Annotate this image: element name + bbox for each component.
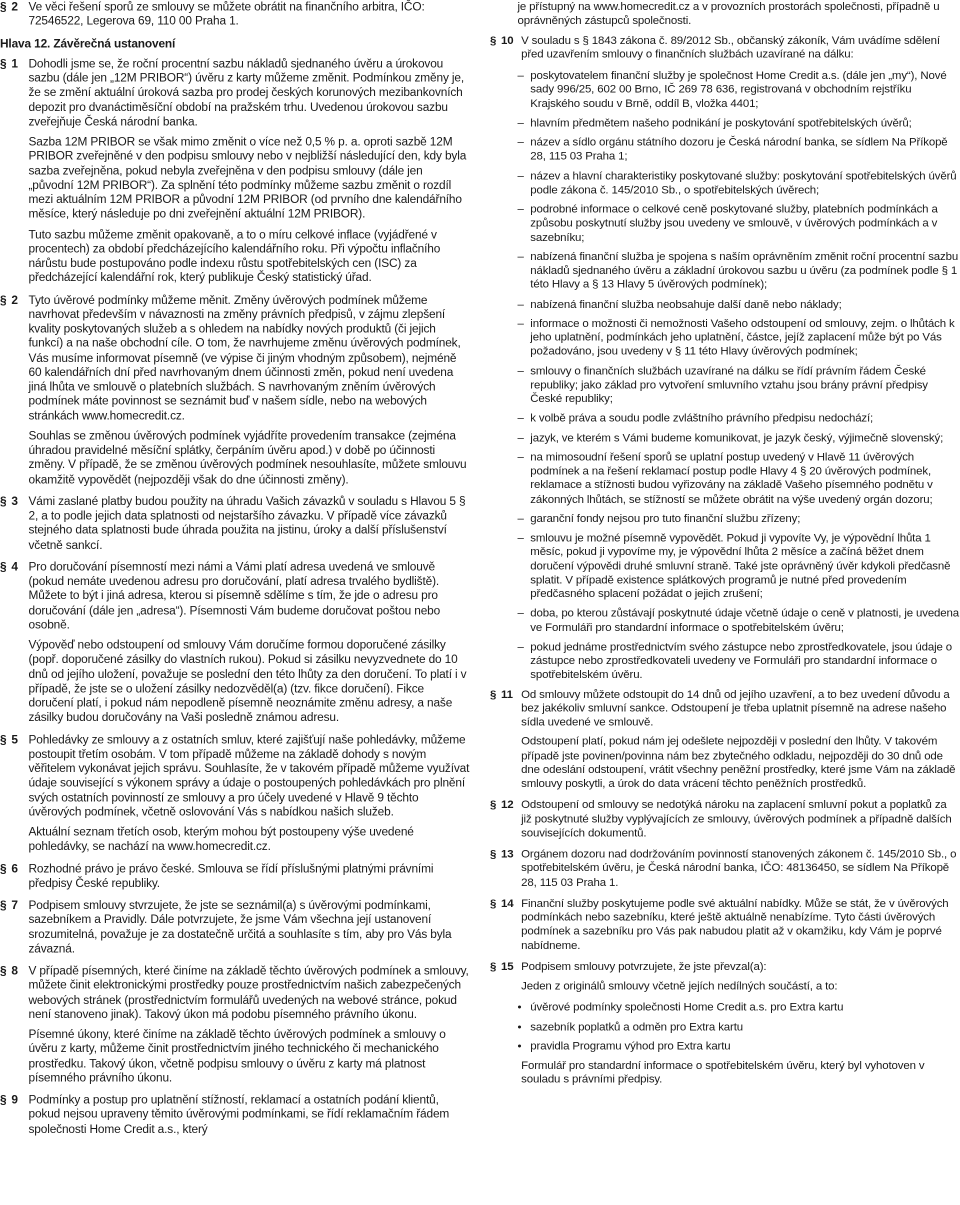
list-item: – název a hlavní charakteristiky poskytované služby: poskytování spotřebitelských úvěrů podle zákona č. 145/2010 Sb., o spotřebitelských úvěrech; (490, 169, 960, 197)
clause-2 (0, 293, 470, 487)
clause-7 (0, 898, 470, 956)
list-item: – informace o možnosti či nemožnosti Vašeho odstoupení od smlouvy, zejm. o lhůtách k jeho uplatnění, podmínkách jeho uplatnění, částce, jejíž zaplacení může být po Vás požadováno, jsou uvedeny v § 11 této Hlavy úvěrových podmínek; (490, 317, 960, 359)
section-mark: § (0, 0, 7, 14)
clause-paragraph: Dohodli jsme se, že roční procentní sazbu nákladů sjednaného úvěru a úrokovou sazbu (dále jen „12M PRIBOR“) úvěru z karty můžeme změnit. Podmínkou změny je, že se změní aktuální úroková sazba pro prodej českých korunových mezibankovních depozit pro dvanáctiměsíční období na pražském trhu. Uvedenou úrokovou sazbu zveřejňuje Česká národní banka. (28, 56, 465, 128)
section-mark: § (0, 898, 7, 912)
clause-number: 12 (500, 798, 514, 811)
list-item: – smlouvu je možné písemně vypovědět. Pokud ji vypovíte Vy, je výpovědní lhůta 1 měsíc, pokud ji vypovíme my, je výpovědní lhůta 2 měsíce a začíná běžet dnem doručení výpovědi druhé smluvní straně. Také jste oprávněný úvěr kdykoli předčasně splatit. V případě existence splátkových programů je nutné před provedením předčasného splacení požádat o jejich zrušení; (490, 531, 960, 601)
clause-paragraph: Odstoupení platí, pokud nám jej odešlete nejpozději v poslední den lhůty. V takovém případě jste povinen/povinna nám bez zbytečného odkladu, nejpozději do 30 dnů ode dne odeslání odstoupení, vrátit všechny peněžní prostředky, které jsme Vám na základě smlouvy poskytli, a úrok do data vrácení těchto peněžních prostředků. (521, 734, 956, 790)
clause-number: 14 (500, 896, 514, 910)
clause-9 (0, 1093, 470, 1136)
section-mark: § (0, 56, 7, 71)
clause-paragraph: Orgánem dozoru nad dodržováním povinností stanovených zákonem č. 145/2010 Sb., o spotřebitelském úvěru, je Česká národní banka, IČO: 48136450, se sídlem Na Příkopě 28, 115 03 Praha 1. (521, 847, 957, 889)
clause-lead: V souladu s § 1843 zákona č. 89/2012 Sb., občanský zákoník, Vám uvádíme sdělení před uzavřením smlouvy o finančních službách uzavírané na dálku: (521, 33, 940, 61)
clause-number: 1 (11, 56, 18, 71)
left-clauses (0, 57, 470, 1137)
clause-4 (0, 560, 470, 725)
distance-contract-info-list (490, 69, 960, 682)
clause-text: Ve věci řešení sporů ze smlouvy se můžete obrátit na finančního arbitra, IČO: 72546522, Legerova 69, 110 00 Praha 1. (28, 0, 425, 28)
clause-10 (490, 33, 960, 61)
clause-paragraph: Finanční služby poskytujeme podle své aktuální nabídky. Může se stát, že v úvěrových podmínkách nebo sazebníku, které ještě aktuálně nenabízíme. Tyto části úvěrových podmínek a sazebníku pro Vás pak nabudou platit až v okamžiku, kdy Vám je poprvé nabídneme. (521, 896, 949, 952)
clause-3 (0, 495, 470, 553)
clause-paragraph: Vámi zaslané platby budou použity na úhradu Vašich závazků v souladu s Hlavou 5 § 2, a to podle jejich data splatnosti od nejstaršího závazku. V případě více závazků stejného data splatnosti bude úhrada použita na jistinu, úroky a další příslušenství včetně sankcí. (28, 494, 466, 552)
right-column (490, 0, 960, 1193)
list-item: • úvěrové podmínky společnosti Home Credit a.s. pro Extra kartu (490, 1000, 960, 1014)
list-item: – pokud jednáme prostřednictvím svého zástupce nebo zprostředkovatele, jsou údaje o zástupce nebo zprostředkovateli uvedeny ve Formuláři pro standardní informace o spotřebitelském úvěru. (490, 640, 960, 682)
list-item: – doba, po kterou zůstávají poskytnuté údaje včetně údaje o ceně v platnosti, je uvedena ve Formuláři pro standardní informace o spotřebitelském úvěru; (490, 607, 960, 635)
clause-14 (490, 897, 960, 953)
list-item: – poskytovatelem finanční služby je společnost Home Credit a.s. (dále jen „my“), Nové sady 996/25, 602 00 Brno, IČ 269 78 636, registrovaná v obchodním rejstříku Krajského soudu v Brně, oddíl B, vložka 4401; (490, 69, 960, 111)
clause-paragraph: Odstoupení od smlouvy se nedotýká nároku na zaplacení smluvní pokut a poplatků za již poskytnuté služby vyplývajících ze smlouvy, úvěrových podmínek a případně dalších souvisejících dokumentů. (521, 798, 952, 839)
clause-paragraph: Pohledávky ze smlouvy a z ostatních smluv, které zajišťují naše pohledávky, můžeme postoupit třetím osobám. V tom případě můžeme na základě dohody s novým věřitelem vykonávat jejich správu. Souhlasíte, že v takovém případě můžeme využívat údaje související s výkonem správy a údaje o postoupených pohledávkách pro plnění svých ostatních povinností ze smlouvy a pro účely uvedené v Hlavě 9 těchto úvěrových podmínek, včetně oslovování Vás s nabídkou našich služeb. (28, 732, 470, 819)
clause-12 (490, 798, 960, 840)
clause-paragraph: Pro doručování písemností mezi námi a Vámi platí adresa uvedená ve smlouvě (pokud nemáte uvedenou adresu pro doručování, platí adresa trvalého bydliště). Můžete to být i jiná adresa, kterou si písemně sdělíme s tím, že jde o adresu pro doručování (dále jen „adresa“). Písemnosti Vám budeme doručovat poštou nebo osobně. (28, 560, 441, 632)
clause-15 (490, 960, 960, 993)
clause-paragraph: Aktuální seznam třetích osob, kterým mohou být postoupeny výše uvedené pohledávky, se nachází na www.homecredit.cz. (28, 825, 414, 854)
list-item: – nabízená finanční služba neobsahuje další daně nebo náklady; (490, 297, 960, 311)
clause-number: 9 (11, 1093, 18, 1107)
clause-paragraph: Podmínky a postup pro uplatnění stížností, reklamací a ostatních podání klientů, pokud nejsou upraveny těmito úvěrovými podmínkami, se řídí reklamačním řádem společnosti Home Credit a.s., který (28, 1093, 450, 1136)
clause-number: 2 (11, 292, 18, 307)
list-item: – nabízená finanční služba je spojena s naším oprávněním změnit roční procentní sazbu nákladů sjednaného úvěru a základní úrokovou sazbu u úvěru (za podmínek podle § 1 této Hlavy a § 13 Hlavy 5 úvěrových podmínek); (490, 250, 960, 292)
list-item: – na mimosoudní řešení sporů se uplatní postup uvedený v Hlavě 11 úvěrových podmínek a na řešení reklamací postup podle Hlavy 4 § 20 úvěrových podmínek, reklamace a stížnosti budou vyřizovány na základě Vašeho písemného podnětu v zákonných lhůtách, se stížností se můžete obrátit na výše uvedený orgán dozoru; (490, 450, 960, 506)
clause-lead: Podpisem smlouvy potvrzujete, že jste převzal(a): (521, 959, 767, 973)
clause-paragraph: Tyto úvěrové podmínky můžeme měnit. Změny úvěrových podmínek můžeme navrhovat především v návaznosti na změny právních předpisů, v zájmu zlepšení kvality poskytovaných služeb a s ohledem na nabídky nových produktů (či jejich funkcí) a na naše obchodní cíle. O tom, že navrhujeme změnu úvěrových podmínek, Vás musíme informovat písemně (ve výpise či jiným vhodným způsobem), nejméně 60 kalendářních dní před navrhovaným dnem účinnosti změn, pokud není uvedena jiná lhůta ve smlouvě o platebních službách. S navrhovaným zněním úvěrových podmínek máte povinnost se seznámit buď v našem sídle, nebo na webových stránkách www.homecredit.cz. (28, 292, 461, 423)
list-item: – k volbě práva a soudu podle zvláštního právního předpisu nedochází; (490, 412, 960, 426)
clause-2-arbiter (0, 0, 470, 29)
chapter-heading: Hlava 12. Závěrečná ustanovení (0, 36, 176, 50)
clause-paragraph: Písemné úkony, které činíme na základě těchto úvěrových podmínek a smlouvy o úvěru z karty, můžeme činit prostřednictvím jiného technického či mechanického prostředku. Takový úkon, včetně podpisu smlouvy o úvěru z karty má platnost písemného právního úkonu. (28, 1027, 446, 1085)
clause-number: 13 (500, 847, 514, 861)
clause-8 (0, 964, 470, 1086)
clause-number: 4 (11, 560, 18, 574)
list-item: – garanční fondy nejsou pro tuto finanční službu zřízeny; (490, 512, 960, 526)
clause-number: 2 (11, 0, 18, 14)
clause-paragraph: V případě písemných, které činíme na základě těchto úvěrových podmínek a smlouvy, můžete činit elektronickými prostředky pouze prostřednictvím našich zabezpečených webových stránek (prostřednictvím formulářů uvedených na webové stránce, pokud není stanoveno jinak). Takový úkon má podobu písemného právního úkonu. (28, 963, 469, 1021)
list-item: – podrobné informace o celkové ceně poskytované služby, platebních podmínkách a způsobu poskytnutí služby jsou uvedeny ve smlouvě, v úvěrových podmínkách a v sazebníku; (490, 202, 960, 244)
list-item: – jazyk, ve kterém s Vámi budeme komunikovat, je jazyk český, výjimečně slovenský; (490, 431, 960, 445)
clause-number: 5 (11, 732, 18, 746)
clause-number: 8 (11, 963, 18, 978)
right-clauses (490, 687, 960, 952)
section-mark: § (0, 1093, 7, 1107)
clause-paragraph: Výpověď nebo odstoupení od smlouvy Vám doručíme formou doporučené zásilky (popř. doporučené zásilky do vlastních rukou). Pokud si zásilku nevyzvednete do 10 dnů od jejího uložení, považuje se poslední den této lhůty za den doručení. To platí i v případě, že jste se o uložení zásilky nedozvěděl(a) (tzv. fikce doručení). Fikce doručení platí, i pokud nám nepodleně písemně neoznámite změnu adresy, a naše zásilky budou doručovány na Vaši posledně známou adresu. (28, 638, 467, 724)
left-column (0, 0, 470, 1205)
list-item: – smlouvy o finančních službách uzavírané na dálku se řídí právním řádem České republiky; jako základ pro vytvoření smluvního vztahu jsou brány právní předpisy České republiky; (490, 364, 960, 406)
section-mark: § (0, 292, 7, 307)
clause-1 (0, 57, 470, 286)
list-item: – hlavním předmětem našeho podnikání je poskytování spotřebitelských úvěrů; (490, 116, 960, 130)
continuation-text: je přístupný na www.homecredit.cz a v provozních prostorách společnosti, případně u oprávněných zástupců společnosti. (517, 0, 940, 27)
clause-number: 10 (500, 33, 514, 47)
left-column-content (0, 0, 470, 1136)
section-mark: § (0, 732, 7, 746)
section-mark: § (490, 798, 497, 811)
section-mark: § (490, 33, 497, 47)
section-mark: § (490, 687, 497, 701)
clause-13 (490, 847, 960, 889)
section-mark: § (0, 560, 7, 574)
clause-sub: Jeden z originálů smlouvy včetně jejích nedílných součástí, a to: (521, 979, 838, 993)
clause-paragraph: Souhlas se změnou úvěrových podmínek vyjádříte provedením transakce (zejména úhradou pravidelné měsíční splátky, čerpáním úvěru apod.) v době po účinnosti změny. V případě, že se změnou úvěrových podmínek nesouhlasíte, můžete smlouvu okamžitě vypovědět (nejpozději však do dne účinnosti změny). (28, 428, 467, 486)
clause-number: 7 (11, 898, 18, 912)
section-mark: § (0, 494, 7, 508)
clause-number: 3 (11, 494, 18, 508)
section-mark: § (490, 896, 497, 910)
clause-paragraph: Rozhodné právo je právo české. Smlouva se řídí příslušnými platnými právními předpisy České republiky. (28, 861, 434, 890)
clause-tail: Formulář pro standardní informace o spotřebitelském úvěru, který byl vyhotoven v souladu s právními předpisy. (521, 1058, 925, 1086)
section-mark: § (490, 959, 497, 973)
clause-paragraph: Od smlouvy můžete odstoupit do 14 dnů od jejího uzavření, a to bez uvedení důvodu a bez jakékoliv smluvní sankce. Odstoupení je třeba uplatnit písemně na adrese našeho sídla uvedené ve smlouvě. (521, 687, 950, 729)
right-column-content (490, 0, 960, 1087)
clause-paragraph: Sazba 12M PRIBOR se však mimo změnit o více než 0,5 % p. a. oproti sazbě 12M PRIBOR zveřejněné v den podpisu smlouvy nebo v nejbližší následující den, kdy byla sazba zveřejněna, pokud nebyla zveřejněna v den podpisu smlouvy (dále jen „původní 12M PRIBOR“). Za splnění této podmínky můžeme sazbu změnit o rozdíl mezi aktuálním 12M PRIBOR a původní 12M PRIBOR (od prvního dne kalendářního měsíce, který následuje po dni zveřejnění aktuální 12M PRIBOR). (28, 134, 467, 221)
clause-11 (490, 687, 960, 790)
clause-number: 6 (11, 861, 18, 876)
section-mark: § (0, 861, 7, 876)
clause-6 (0, 862, 470, 891)
list-item: • pravidla Programu výhod pro Extra kartu (490, 1039, 960, 1053)
section-mark: § (0, 963, 7, 978)
clause-paragraph: Tuto sazbu můžeme změnit opakovaně, a to o míru celkové inflace (vyjádřené v procentech) za období předcházejícího kalendářního roku. Při výpočtu inflačního nárůstu bude postupováno podle indexu růstu spotřebitelských cen (ISC) za předcházející kalendářní rok, který publikuje Český statistický úřad. (28, 227, 441, 285)
clause-paragraph: Podpisem smlouvy stvrzujete, že jste se seznámil(a) s úvěrovými podmínkami, sazebníkem a Pravidly. Dále potvrzujete, že jsme Vám všechna její ustanovení srozumitelná, považuje je za dostatečně určitá a souhlasíte s tím, aby pro Vás byla závazná. (28, 898, 452, 956)
list-item: • sazebník poplatků a odměn pro Extra kartu (490, 1020, 960, 1034)
clause-number: 15 (500, 959, 514, 973)
list-item: – název a sídlo orgánu státního dozoru je Česká národní banka, se sídlem Na Příkopě 28, 115 03 Praha 1; (490, 136, 960, 164)
received-documents-list (490, 1000, 960, 1053)
clause-5 (0, 733, 470, 855)
clause-number: 11 (500, 687, 513, 701)
section-mark: § (490, 847, 497, 861)
